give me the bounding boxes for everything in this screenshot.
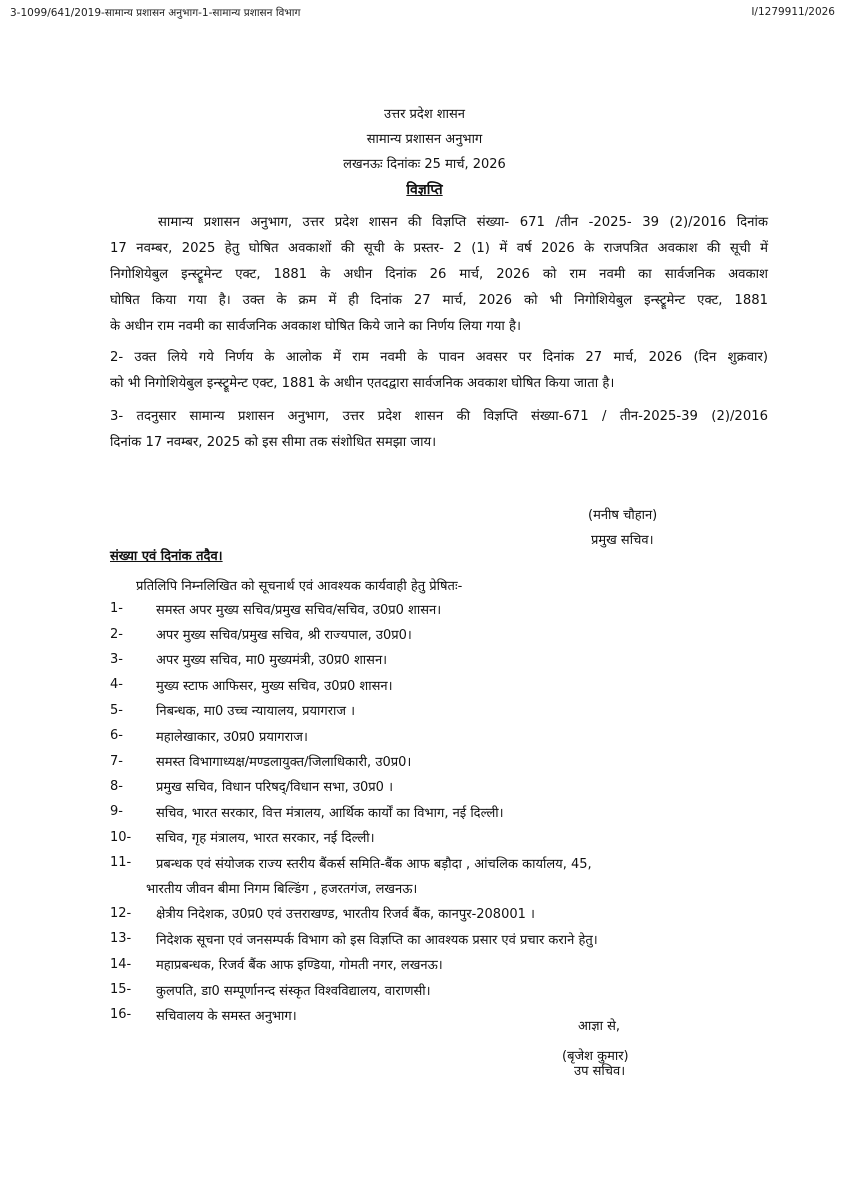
list-text: अपर मुख्य सचिव/प्रमुख सचिव, श्री राज्यपाल, उ0प्र0। <box>156 628 412 644</box>
list-number: 1- <box>110 601 123 617</box>
list-number: 10- <box>110 829 132 845</box>
list-text: महालेखाकार, उ0प्र0 प्रयागराज। <box>156 729 308 745</box>
file-reference: 3-1099/641/2019-सामान्य प्रशासन अनुभाग-1-सामान्य प्रशासन विभाग <box>10 7 301 19</box>
place-date: लखनऊः दिनांकः 25 मार्च, 2026 <box>343 157 506 172</box>
signatory-designation: प्रमुख सचिव। <box>591 533 654 548</box>
paragraph-2 <box>110 345 768 397</box>
list-number: 4- <box>110 677 123 693</box>
list-number: 9- <box>110 804 123 820</box>
list-text: सचिव, गृह मंत्रालय, भारत सरकार, नई दिल्ली। <box>156 831 375 847</box>
list-number: 13- <box>110 931 132 947</box>
signatory-designation: उप सचिव। <box>574 1064 626 1079</box>
list-item <box>110 647 760 672</box>
list-item <box>110 977 760 1002</box>
list-text: कुलपति, डा0 सम्पूर्णानन्द संस्कृत विश्वविद्यालय, वाराणसी। <box>156 983 431 999</box>
list-text: समस्त अपर मुख्य सचिव/प्रमुख सचिव/सचिव, उ0प्र0 शासन। <box>156 602 442 618</box>
paragraph-3 <box>110 404 768 456</box>
paragraph-line: दिनांक 17 नवम्बर, 2025 को इस सीमा तक संशोधित समझा जाय। <box>110 435 437 450</box>
list-item <box>110 774 760 799</box>
list-item <box>110 850 760 875</box>
list-text: मुख्य स्टाफ आफिसर, मुख्य सचिव, उ0प्र0 शासन। <box>156 678 393 694</box>
list-item <box>110 672 760 697</box>
list-number: 15- <box>110 982 132 998</box>
list-text: निबन्धक, मा0 उच्च न्यायालय, प्रयागराज । <box>156 704 356 720</box>
list-number: 11- <box>110 855 132 871</box>
list-item <box>110 1002 760 1027</box>
paragraph-line: घोषित किया गया है। उक्त के क्रम में ही दिनांक 27 मार्च, 2026 को भी निगोशियेबुल इन्स्ट्रूमेन्ट एक्ट, 1881 <box>110 293 768 308</box>
list-number: 6- <box>110 728 123 744</box>
list-item <box>110 901 760 926</box>
recipient-list <box>110 596 760 1028</box>
paragraph-line: 3- तदनुसार सामान्य प्रशासन अनुभाग, उत्तर प्रदेश शासन की विज्ञप्ति संख्या-671 / तीन-2025-39 (2)/2016 <box>110 409 768 424</box>
list-text: समस्त विभागाध्यक्ष/मण्डलायुक्त/जिलाधिकारी, उ0प्र0। <box>156 755 412 771</box>
list-number: 16- <box>110 1007 132 1023</box>
department-name: सामान्य प्रशासन अनुभाग <box>366 132 483 147</box>
paragraph-line: 2- उक्त लिये गये निर्णय के आलोक में राम नवमी के पावन अवसर पर दिनांक 27 मार्च, 2026 (दिन शुक्रवार) <box>110 350 768 365</box>
list-item <box>110 799 760 824</box>
list-number: 14- <box>110 956 132 972</box>
list-item-continuation: भारतीय जीवन बीमा निगम बिल्डिंग , हजरतगंज, लखनऊ। <box>146 881 418 897</box>
by-order-label: आज्ञा से, <box>578 1019 621 1034</box>
list-text: प्रमुख सचिव, विधान परिषद्/विधान सभा, उ0प्र0 । <box>156 780 393 796</box>
list-number: 3- <box>110 651 123 667</box>
list-text: महाप्रबन्धक, रिजर्व बैंक आफ इण्डिया, गोमती नगर, लखनऊ। <box>156 958 443 974</box>
list-text: सचिवालय के समस्त अनुभाग। <box>156 1008 297 1024</box>
paragraph-line: सामान्य प्रशासन अनुभाग, उत्तर प्रदेश शासन की विज्ञप्ति संख्या- 671 /तीन -2025- 39 (2)/2016 दिनांक <box>158 215 768 230</box>
copy-intro: प्रतिलिपि निम्नलिखित को सूचनार्थ एवं आवश्यक कार्यवाही हेतु प्रेषितः- <box>136 579 463 594</box>
list-number: 7- <box>110 753 123 769</box>
list-item <box>110 926 760 951</box>
list-text: क्षेत्रीय निदेशक, उ0प्र0 एवं उत्तराखण्ड, भारतीय रिजर्व बैंक, कानपुर-208001 । <box>156 907 535 923</box>
paragraph-line: 17 नवम्बर, 2025 हेतु घोषित अवकाशों की सूची के प्रस्तर- 2 (1) में वर्ष 2026 के राजपत्रित अवकाश की सूची में <box>110 241 768 256</box>
signatory-name: (बृजेश कुमार) <box>562 1049 629 1064</box>
signatory-name: (मनीष चौहान) <box>588 508 658 523</box>
list-number: 12- <box>110 905 132 921</box>
list-text: निदेशक सूचना एवं जनसम्पर्क विभाग को इस विज्ञप्ति का आवश्यक प्रसार एवं प्रचार कराने हेतु। <box>156 932 598 948</box>
page-title: विज्ञप्ति <box>406 182 443 198</box>
list-item <box>110 748 760 773</box>
list-item <box>110 698 760 723</box>
list-item <box>110 723 760 748</box>
list-item <box>110 951 760 976</box>
list-item <box>110 596 760 621</box>
list-item <box>110 621 760 646</box>
paragraph-1 <box>110 210 768 340</box>
list-item <box>110 825 760 850</box>
document-number: I/1279911/2026 <box>751 6 835 18</box>
list-text: सचिव, भारत सरकार, वित्त मंत्रालय, आर्थिक कार्यों का विभाग, नई दिल्ली। <box>156 805 504 821</box>
paragraph-line: निगोशियेबुल इन्स्ट्रूमेन्ट एक्ट, 1881 के अधीन दिनांक 26 मार्च, 2026 को राम नवमी का सार्वजनिक अवकाश <box>110 267 768 282</box>
list-text: अपर मुख्य सचिव, मा0 मुख्यमंत्री, उ0प्र0 शासन। <box>156 653 388 669</box>
paragraph-line: के अधीन राम नवमी का सार्वजनिक अवकाश घोषित किये जाने का निर्णय लिया गया है। <box>110 319 522 334</box>
list-number: 5- <box>110 702 123 718</box>
paragraph-line: को भी निगोशियेबुल इन्स्ट्रूमेन्ट एक्ट, 1881 के अधीन एतदद्वारा सार्वजनिक अवकाश घोषित किया जाता है। <box>110 376 615 391</box>
government-name: उत्तर प्रदेश शासन <box>383 107 466 122</box>
list-text: प्रबन्धक एवं संयोजक राज्य स्तरीय बैंकर्स समिति-बैंक आफ बड़ौदा , आंचलिक कार्यालय, 45, <box>156 856 592 872</box>
copy-heading: संख्या एवं दिनांक तदैव। <box>110 549 223 564</box>
list-number: 8- <box>110 778 123 794</box>
list-number: 2- <box>110 626 123 642</box>
